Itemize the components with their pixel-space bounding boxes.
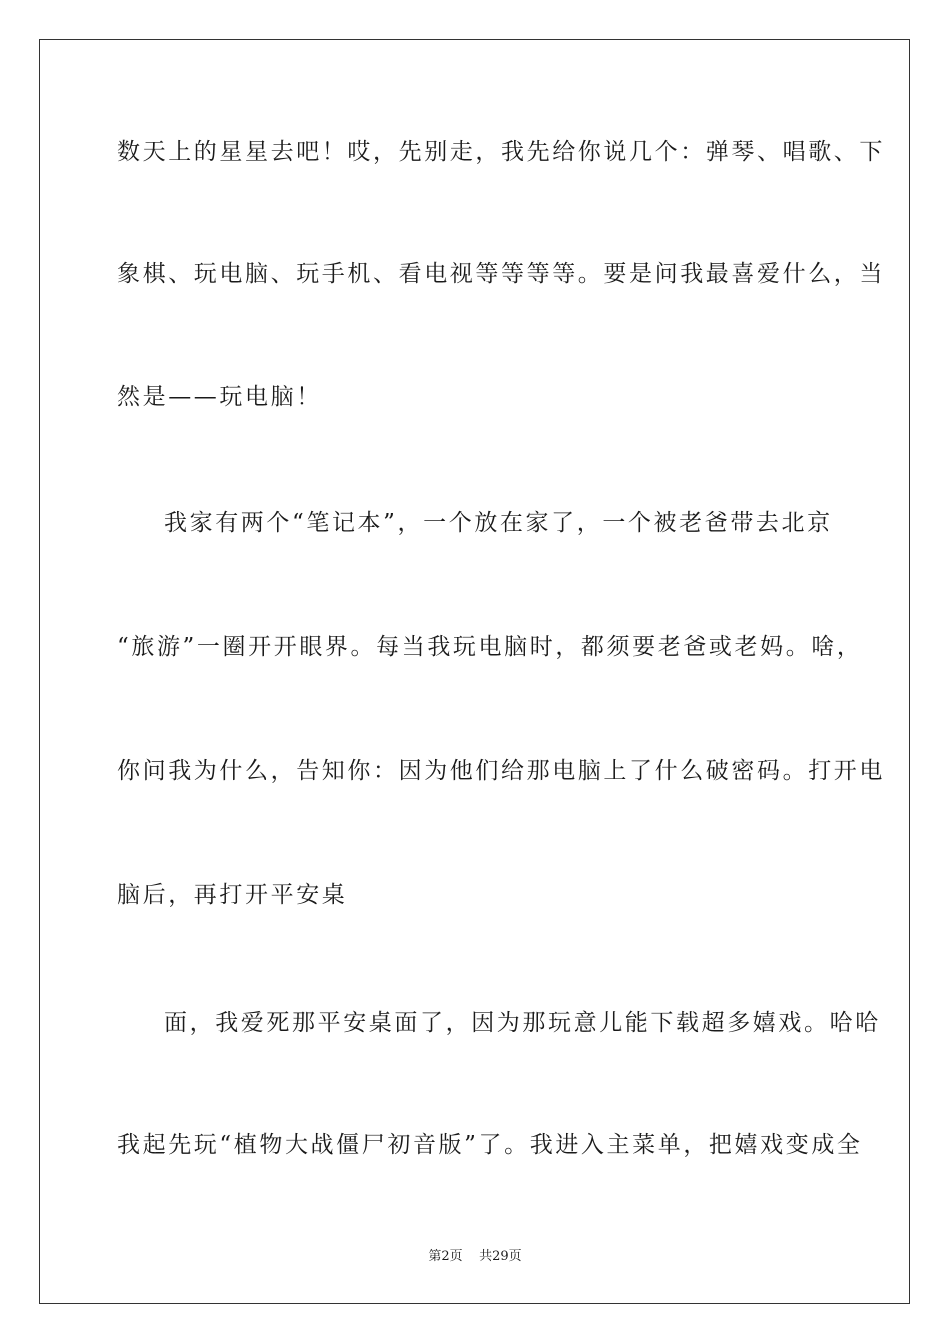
- page-border: [39, 39, 910, 1304]
- text-line-1: 数天上的星星去吧！哎，先别走，我先给你说几个：弹琴、唱歌、下: [117, 139, 885, 165]
- paragraph-3-line-1: 面，我爱死那平安桌面了，因为那玩意儿能下载超多嬉戏。哈哈: [164, 1010, 881, 1036]
- text-line-9: 我起先玩“植物大战僵尸初音版”了。我进入主菜单，把嬉戏变成全: [117, 1132, 863, 1158]
- text-line-5: “旅游”一圈开开眼界。每当我玩电脑时，都须要老爸或老妈。啥，: [117, 634, 863, 660]
- text-line-2: 象棋、玩电脑、玩手机、看电视等等等等。要是问我最喜爱什么，当: [117, 261, 885, 287]
- page-number-footer: 第2页 共29页: [428, 1249, 522, 1264]
- text-line-3: 然是——玩电脑！: [117, 384, 322, 410]
- paragraph-2-line-1: 我家有两个“笔记本”，一个放在家了，一个被老爸带去北京: [164, 510, 833, 536]
- text-line-7: 脑后，再打开平安桌: [117, 882, 348, 908]
- text-line-6: 你问我为什么，告知你：因为他们给那电脑上了什么破密码。打开电: [117, 758, 885, 784]
